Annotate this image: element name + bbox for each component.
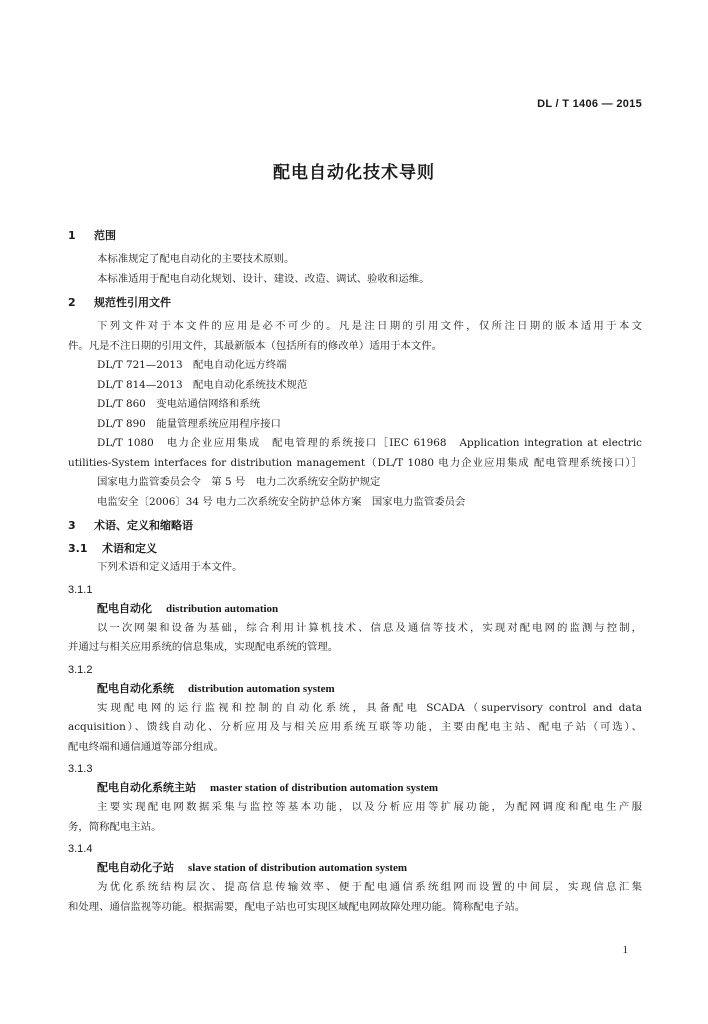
section-heading-3 [68,516,642,536]
definition: 和处理、通信监视等功能。根据需要，配电子站也可实现区域配电网故障处理功能。简称配电子站。 [68,900,526,913]
reference-item: DL/T 814—2013 配电自动化系统技术规范 [97,378,308,391]
term-heading [68,679,642,699]
section-title: 范围 [94,229,116,242]
paragraph: 本标准规定了配电自动化的主要技术原则。 [97,253,295,265]
section-heading-2 [68,293,642,313]
definition: 配电终端和通信通道等部分组成。 [68,740,224,753]
term-cn: 配电自动化系统主站 [97,781,196,794]
section-heading-1 [68,226,642,246]
page-number: 1 [622,944,628,956]
paragraph: 下列文件对于本文件的应用是必不可少的。凡是注日期的引用文件，仅所注日期的版本适用于本文 [97,320,642,332]
term-en: master station of distribution automation system [210,782,439,794]
paragraph: 下列术语和定义适用于本文件。 [97,561,243,573]
term-en: slave station of distribution automation system [188,862,408,874]
clause-number: 3.1.3 [68,763,93,775]
term-en: distribution automation system [188,682,335,695]
paragraph: 件。凡是不注日期的引用文件，其最新版本（包括所有的修改单）适用于本文件。 [68,339,443,352]
term-heading [68,778,642,798]
reference-item: DL/T 860 变电站通信网络和系统 [97,398,261,410]
definition: 主要实现配电网数据采集与监控等基本功能，以及分析应用等扩展功能，为配网调度和配电生产服 [97,801,642,813]
subsection-heading-3-1 [68,540,642,558]
reference-item: DL/T 890 能量管理系统应用程序接口 [97,417,281,430]
definition: 务，简称配电主站。 [68,820,162,833]
clause-number: 3.1.2 [68,663,93,676]
section-number: 3 [68,519,76,532]
section-title: 术语、定义和缩略语 [94,519,193,532]
definition: 为优化系统结构层次、提高信息传输效率、便于配电通信系统组网而设置的中间层，实现信息汇集 [97,881,642,893]
reference-item: utilities-System interfaces for distribution management（DL/T 1080 电力企业应用集成 配电管理系统接口）］ [68,456,642,469]
standard-code: DL / T 1406 — 2015 [537,98,642,110]
term-heading [68,599,642,619]
clause-number: 3.1.1 [68,583,93,596]
term-heading [68,858,642,878]
definition: 以一次网架和设备为基础，综合利用计算机技术、信息及通信等技术，实现对配电网的监测与控制， [97,621,642,634]
reference-item: DL/T 721—2013 配电自动化远方终端 [97,359,287,371]
paragraph: 本标准适用于配电自动化规划、设计、建设、改造、调试、验收和运维。 [97,272,430,285]
section-title: 规范性引用文件 [94,296,171,309]
term-cn: 配电自动化子站 [97,861,174,874]
definition: acquisition）、馈线自动化、分析应用及与相关应用系统互联等功能，主要由配电主站、配电子站（可选）、 [68,721,642,733]
subsection-title: 术语和定义 [102,542,157,555]
definition: 实现配电网的运行监视和控制的自动化系统，具备配电 SCADA（supervisory control and data [97,701,642,714]
term-cn: 配电自动化系统 [97,681,174,695]
term-cn: 配电自动化 [97,601,152,615]
section-number: 2 [68,296,76,309]
subsection-number: 3.1 [68,542,88,555]
reference-item: 电监安全〔2006〕34 号 电力二次系统安全防护总体方案 国家电力监管委员会 [97,495,466,508]
page-title: 配电自动化技术导则 [273,163,435,183]
definition: 并通过与相关应用系统的信息集成，实现配电系统的管理。 [68,641,339,653]
section-number: 1 [68,229,76,242]
reference-item: 国家电力监管委员会令 第 5 号 电力二次系统安全防护规定 [97,476,381,488]
term-en: distribution automation [166,602,279,615]
document-body [68,222,642,917]
reference-item: DL/T 1080 电力企业应用集成 配电管理的系统接口［IEC 61968 Application integration at electric [97,437,642,449]
clause-number: 3.1.4 [68,843,93,855]
